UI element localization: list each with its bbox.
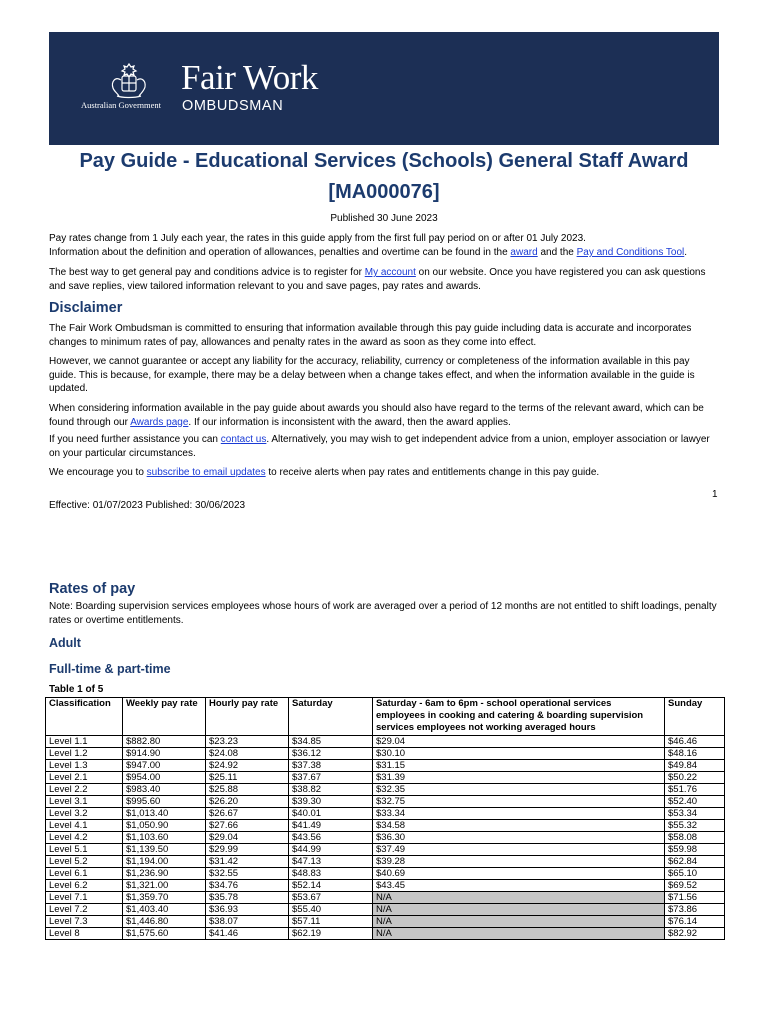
table-cell: Level 2.1	[46, 772, 123, 784]
my-account-link[interactable]: My account	[364, 267, 416, 278]
table-cell: $36.93	[206, 904, 289, 916]
table-cell: $44.99	[289, 844, 373, 856]
table-cell: $55.32	[665, 820, 725, 832]
disclaimer-paragraph-4: If you need further assistance you can contact us. Alternatively, you may wish to get independent advice from a union, employer association or lawyer on your particular circumstances.	[49, 434, 710, 459]
table-cell: $46.46	[665, 736, 725, 748]
table-cell: Level 1.3	[46, 760, 123, 772]
rates-heading: Rates of pay	[49, 581, 136, 597]
table-cell: $57.11	[289, 916, 373, 928]
table-cell: $37.49	[373, 844, 665, 856]
table-cell: Level 4.2	[46, 832, 123, 844]
table-cell: $954.00	[123, 772, 206, 784]
page-title: Pay Guide - Educational Services (Schools) General Staff Award	[79, 150, 689, 172]
brand-name: Fair Work	[181, 58, 318, 97]
table-cell: $882.80	[123, 736, 206, 748]
table-cell: $38.82	[289, 784, 373, 796]
table-cell: $1,139.50	[123, 844, 206, 856]
table-cell: $32.75	[373, 796, 665, 808]
table-cell: $31.42	[206, 856, 289, 868]
table-cell: $36.30	[373, 832, 665, 844]
table-cell: $52.40	[665, 796, 725, 808]
table-cell: $32.35	[373, 784, 665, 796]
table-row	[46, 928, 725, 940]
table-row	[46, 868, 725, 880]
table-cell: $53.34	[665, 808, 725, 820]
table-cell: $34.58	[373, 820, 665, 832]
table-cell: $32.55	[206, 868, 289, 880]
pay-conditions-tool-link[interactable]: Pay and Conditions Tool	[576, 247, 685, 258]
table-cell: $25.11	[206, 772, 289, 784]
table-cell: $31.39	[373, 772, 665, 784]
table-cell: $43.45	[373, 880, 665, 892]
table-cell: $47.13	[289, 856, 373, 868]
table-cell: N/A	[373, 916, 665, 928]
table-cell: $995.60	[123, 796, 206, 808]
table-cell: Level 3.1	[46, 796, 123, 808]
table-cell: Level 5.1	[46, 844, 123, 856]
coat-of-arms-icon	[107, 60, 151, 100]
table-cell: $26.20	[206, 796, 289, 808]
table-cell: $76.14	[665, 916, 725, 928]
table-cell: N/A	[373, 892, 665, 904]
table-row	[46, 784, 725, 796]
rates-note: Note: Boarding supervision services employees whose hours of work are averaged over a period of 12 months are not entitled to shift loadings, penalty rates or overtime entitlements.	[49, 601, 717, 626]
table-cell: $1,050.90	[123, 820, 206, 832]
column-header: Sunday	[665, 698, 725, 736]
table-cell: $36.12	[289, 748, 373, 760]
disclaimer-paragraph-3: When considering information available in the pay guide about awards you should also have regard to the terms of the relevant award, which can be found through our Awards page. If our information is inconsistent with the award, then the award applies.	[49, 403, 704, 428]
table-cell: $1,194.00	[123, 856, 206, 868]
table-cell: $62.84	[665, 856, 725, 868]
table-cell: $40.01	[289, 808, 373, 820]
table-cell: $82.92	[665, 928, 725, 940]
table-cell: $1,446.80	[123, 916, 206, 928]
effective-date-footer: Effective: 01/07/2023 Published: 30/06/2023	[49, 500, 246, 511]
intro-paragraph-1: Pay rates change from 1 July each year, the rates in this guide apply from the first full pay period on or after 01 July 2023.	[49, 233, 586, 244]
table-row	[46, 772, 725, 784]
column-header: Hourly pay rate	[206, 698, 289, 736]
table-cell: $37.67	[289, 772, 373, 784]
intro-paragraph-2: Information about the definition and operation of allowances, penalties and overtime can be found in the award and the Pay and Conditions Tool.	[49, 247, 688, 258]
table-row	[46, 844, 725, 856]
table-row	[46, 880, 725, 892]
table-row	[46, 748, 725, 760]
table-cell: $39.30	[289, 796, 373, 808]
brand-subtitle: OMBUDSMAN	[182, 98, 284, 114]
table-row	[46, 760, 725, 772]
table-cell: $58.08	[665, 832, 725, 844]
pay-rates-table	[45, 697, 725, 940]
table-cell: $25.88	[206, 784, 289, 796]
award-link[interactable]: award	[510, 247, 538, 258]
table-cell: Level 5.2	[46, 856, 123, 868]
table-cell: N/A	[373, 928, 665, 940]
table-cell: $983.40	[123, 784, 206, 796]
table-row	[46, 916, 725, 928]
table-cell: $30.10	[373, 748, 665, 760]
table-cell: $48.83	[289, 868, 373, 880]
table-cell: $41.49	[289, 820, 373, 832]
subscribe-email-link[interactable]: subscribe to email updates	[146, 467, 266, 478]
table-cell: Level 6.1	[46, 868, 123, 880]
table-cell: $40.69	[373, 868, 665, 880]
published-date: Published 30 June 2023	[330, 213, 438, 224]
table-cell: Level 6.2	[46, 880, 123, 892]
column-header: Saturday - 6am to 6pm - school operational services employees in cooking and catering & boarding supervision services employees not working averaged hours	[373, 698, 665, 736]
table-cell: Level 4.1	[46, 820, 123, 832]
table-row	[46, 904, 725, 916]
table-cell: $1,103.60	[123, 832, 206, 844]
header-banner	[49, 32, 719, 145]
table-cell: $1,403.40	[123, 904, 206, 916]
table-cell: $23.23	[206, 736, 289, 748]
table-cell: $59.98	[665, 844, 725, 856]
table-caption: Table 1 of 5	[49, 684, 104, 695]
table-cell: $62.19	[289, 928, 373, 940]
table-cell: $69.52	[665, 880, 725, 892]
award-code: [MA000076]	[328, 181, 440, 203]
table-cell: $34.85	[289, 736, 373, 748]
contact-us-link[interactable]: contact us	[220, 434, 267, 445]
table-cell: $27.66	[206, 820, 289, 832]
table-cell: $39.28	[373, 856, 665, 868]
table-cell: $73.86	[665, 904, 725, 916]
table-cell: $33.34	[373, 808, 665, 820]
table-cell: $34.76	[206, 880, 289, 892]
adult-heading: Adult	[49, 636, 81, 650]
table-cell: $52.14	[289, 880, 373, 892]
table-cell: Level 7.1	[46, 892, 123, 904]
table-cell: $1,321.00	[123, 880, 206, 892]
table-row	[46, 832, 725, 844]
table-cell: $1,359.70	[123, 892, 206, 904]
table-cell: $947.00	[123, 760, 206, 772]
table-cell: $24.92	[206, 760, 289, 772]
table-cell: $51.76	[665, 784, 725, 796]
table-cell: $43.56	[289, 832, 373, 844]
awards-page-link[interactable]: Awards page	[130, 416, 189, 428]
table-cell: $50.22	[665, 772, 725, 784]
table-cell: $53.67	[289, 892, 373, 904]
table-cell: $71.56	[665, 892, 725, 904]
table-cell: $1,236.90	[123, 868, 206, 880]
column-header: Saturday	[289, 698, 373, 736]
intro-paragraph-3: The best way to get general pay and conditions advice is to register for My account on our website. Once you have registered you can ask questions and save replies, view tailored information relevant to you and save pages, pay rates and awards.	[49, 267, 706, 292]
table-cell: Level 3.2	[46, 808, 123, 820]
table-cell: Level 7.3	[46, 916, 123, 928]
page-number: 1	[712, 489, 718, 500]
disclaimer-paragraph-2: However, we cannot guarantee or accept any liability for the accuracy, reliability, currency or completeness of the information available in this pay guide. This is because, for example, there may be a delay between when a change takes effect, and when the information available in the guide is updated.	[49, 356, 695, 394]
table-cell: N/A	[373, 904, 665, 916]
table-cell: $26.67	[206, 808, 289, 820]
table-row	[46, 736, 725, 748]
table-cell: $35.78	[206, 892, 289, 904]
column-header: Classification	[46, 698, 123, 736]
table-cell: $914.90	[123, 748, 206, 760]
table-cell: Level 1.1	[46, 736, 123, 748]
table-row	[46, 808, 725, 820]
table-cell: $29.99	[206, 844, 289, 856]
table-cell: $49.84	[665, 760, 725, 772]
table-cell: $29.04	[206, 832, 289, 844]
table-cell: $1,013.40	[123, 808, 206, 820]
disclaimer-paragraph-5: We encourage you to subscribe to email updates to receive alerts when pay rates and entitlements change in this pay guide.	[49, 467, 600, 478]
table-cell: $31.15	[373, 760, 665, 772]
table-row	[46, 820, 725, 832]
full-time-part-time-heading: Full-time & part-time	[49, 662, 171, 676]
table-cell: $65.10	[665, 868, 725, 880]
disclaimer-paragraph-1: The Fair Work Ombudsman is committed to ensuring that information available through this pay guide including data is accurate and incorporates changes to minimum rates of pay, allowances and penalty rates in the award as soon as they come into effect.	[49, 323, 692, 348]
table-row	[46, 796, 725, 808]
table-cell: $41.46	[206, 928, 289, 940]
table-header-row	[46, 698, 725, 736]
disclaimer-heading: Disclaimer	[49, 300, 123, 316]
table-row	[46, 892, 725, 904]
table-cell: $24.08	[206, 748, 289, 760]
table-cell: $29.04	[373, 736, 665, 748]
column-header: Weekly pay rate	[123, 698, 206, 736]
table-cell: $55.40	[289, 904, 373, 916]
table-cell: Level 8	[46, 928, 123, 940]
table-row	[46, 856, 725, 868]
table-cell: Level 1.2	[46, 748, 123, 760]
table-cell: Level 2.2	[46, 784, 123, 796]
government-label: Australian Government	[81, 100, 162, 110]
table-cell: $38.07	[206, 916, 289, 928]
table-cell: $48.16	[665, 748, 725, 760]
table-cell: $1,575.60	[123, 928, 206, 940]
table-cell: $37.38	[289, 760, 373, 772]
table-cell: Level 7.2	[46, 904, 123, 916]
